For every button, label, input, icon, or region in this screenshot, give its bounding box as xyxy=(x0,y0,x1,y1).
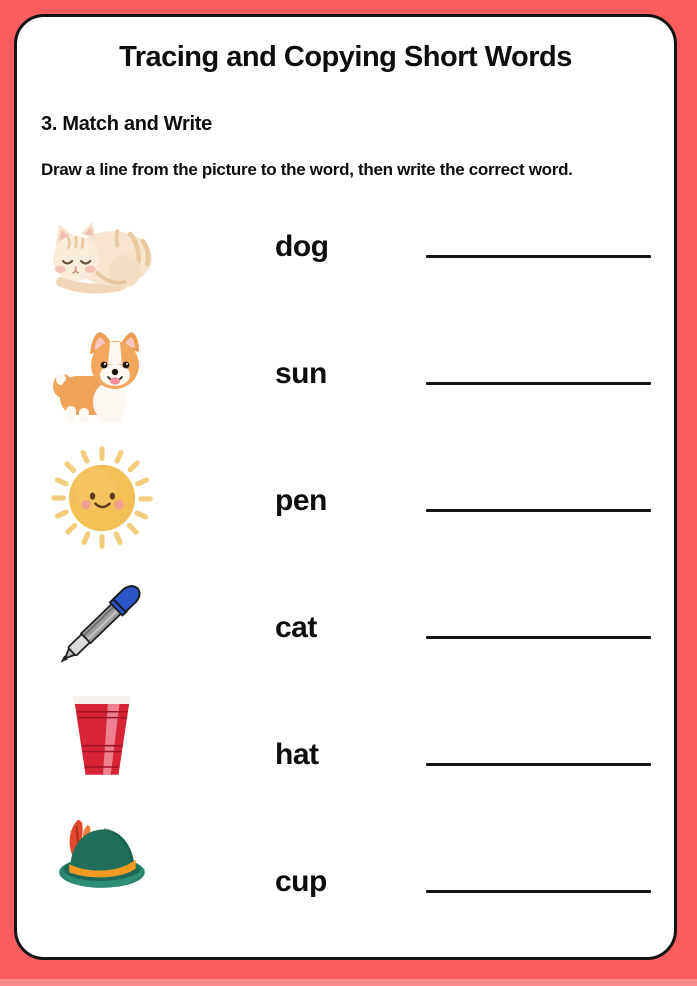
smiling-sun-image xyxy=(50,446,154,550)
match-row xyxy=(17,564,674,691)
picture-cell[interactable] xyxy=(17,844,187,920)
page-title: Tracing and Copying Short Words xyxy=(119,41,572,73)
picture-cell[interactable] xyxy=(17,580,187,676)
write-line[interactable] xyxy=(426,763,651,766)
instructions-text: Draw a line from the picture to the word, then write the correct word. xyxy=(41,160,573,179)
picture-cell[interactable] xyxy=(17,326,187,421)
picture-cell[interactable] xyxy=(17,714,187,796)
picture-cell[interactable] xyxy=(17,208,187,286)
section-heading: 3. Match and Write xyxy=(41,113,212,135)
word-label[interactable]: pen xyxy=(275,483,327,517)
match-row xyxy=(17,818,674,945)
word-label[interactable]: hat xyxy=(275,737,319,771)
corgi-dog-image xyxy=(52,330,152,425)
blue-pen-image xyxy=(54,574,150,670)
sleeping-cat-image xyxy=(43,218,161,296)
green-hat-image xyxy=(51,817,153,893)
next-page-edge xyxy=(0,979,697,986)
write-line[interactable] xyxy=(426,636,651,639)
match-row xyxy=(17,183,674,310)
word-label[interactable]: cat xyxy=(275,610,317,644)
red-cup-image xyxy=(71,695,133,777)
write-line[interactable] xyxy=(426,382,651,385)
write-line[interactable] xyxy=(426,255,651,258)
word-label[interactable]: sun xyxy=(275,356,327,390)
write-line[interactable] xyxy=(426,890,651,893)
word-label[interactable]: dog xyxy=(275,229,329,263)
match-rows xyxy=(17,183,674,945)
write-line[interactable] xyxy=(426,509,651,512)
word-label[interactable]: cup xyxy=(275,864,327,898)
match-row xyxy=(17,310,674,437)
match-row xyxy=(17,691,674,818)
worksheet-card xyxy=(14,14,677,960)
picture-cell[interactable] xyxy=(17,449,187,553)
match-row xyxy=(17,437,674,564)
